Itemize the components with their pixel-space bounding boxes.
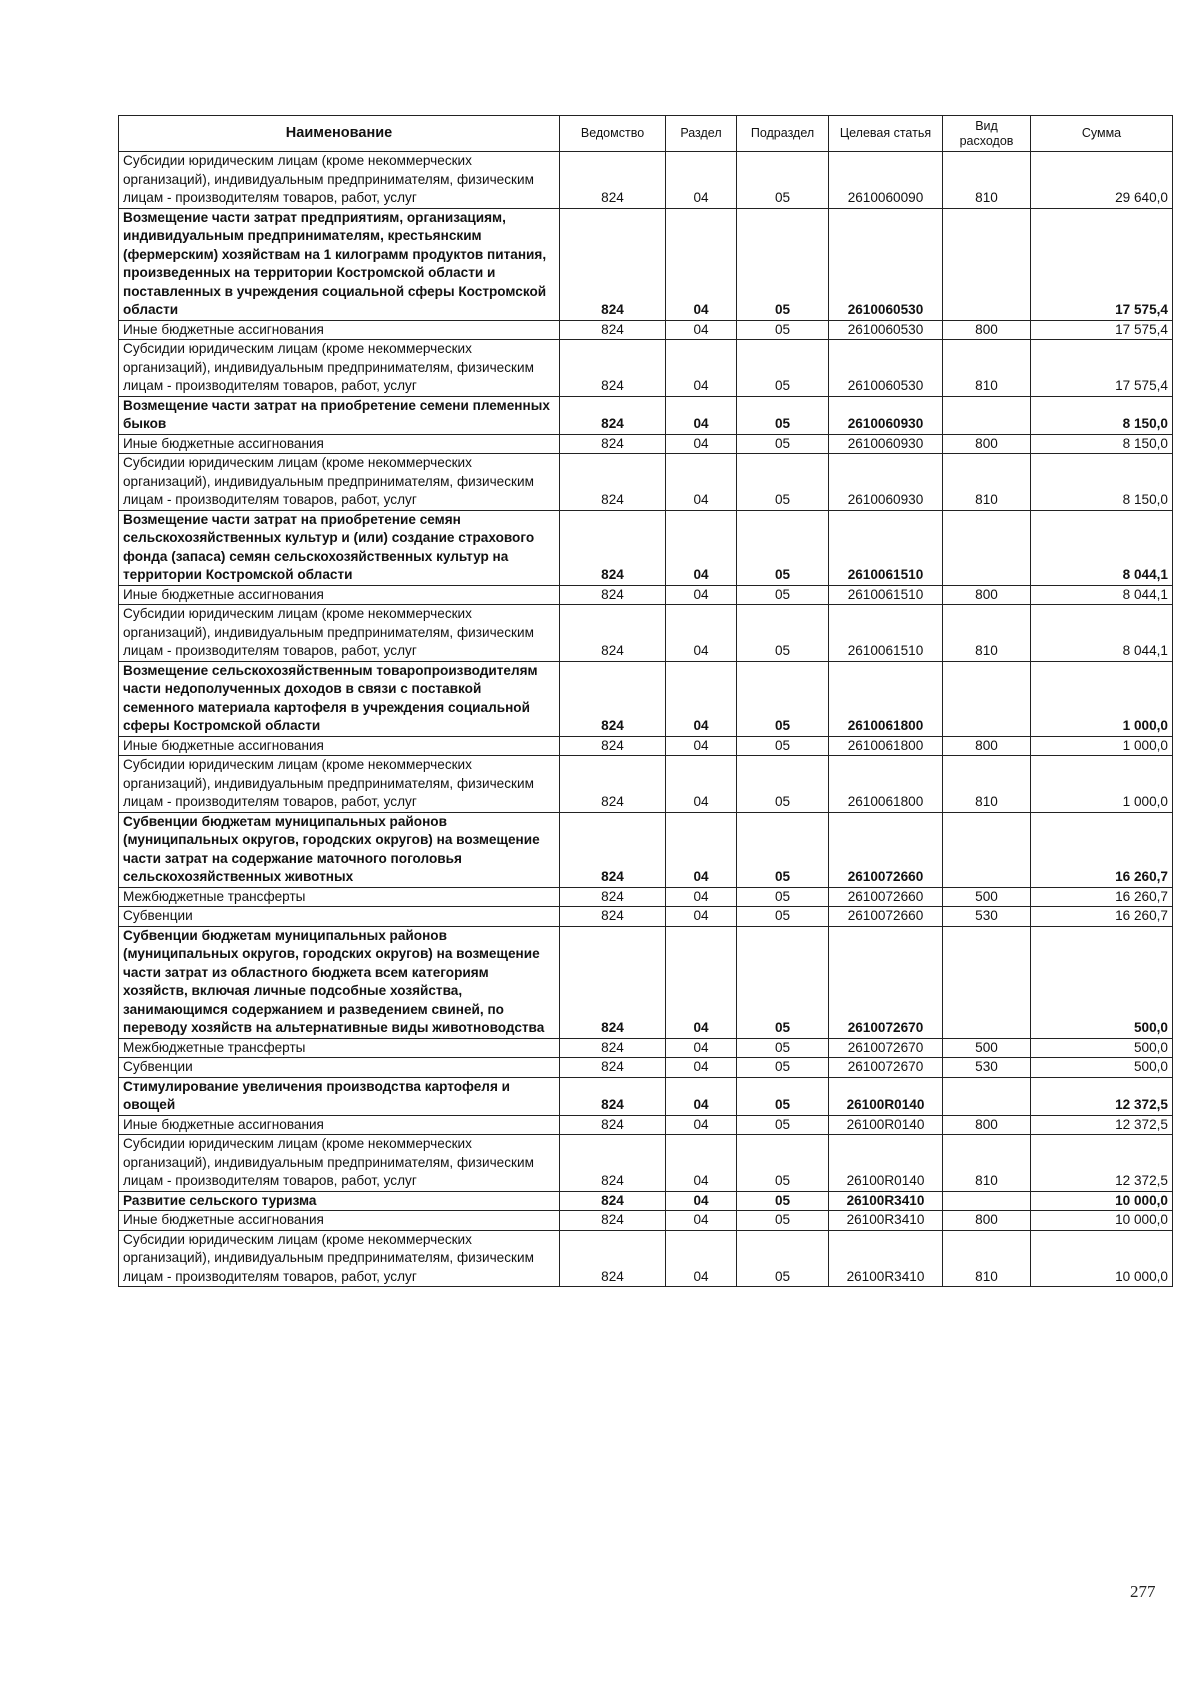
header-razdel: Раздел	[666, 116, 737, 152]
cell-name: Субсидии юридическим лицам (кроме некоммерческих организаций), индивидуальным предпринимателям, физическим лицам - производителям товаров, работ, услуг	[119, 340, 560, 397]
table-row	[119, 605, 1173, 662]
table-row	[119, 396, 1173, 434]
cell-vedomstvo: 824	[560, 756, 666, 813]
cell-name: Субсидии юридическим лицам (кроме некоммерческих организаций), индивидуальным предпринимателям, физическим лицам - производителям товаров, работ, услуг	[119, 1135, 560, 1192]
cell-summa: 12 372,5	[1031, 1077, 1173, 1115]
table-row	[119, 152, 1173, 209]
cell-summa: 500,0	[1031, 926, 1173, 1038]
table-row	[119, 1230, 1173, 1287]
cell-summa: 8 150,0	[1031, 454, 1173, 511]
cell-vid-rashodov	[943, 1077, 1031, 1115]
cell-summa: 16 260,7	[1031, 887, 1173, 907]
cell-vid-rashodov	[943, 510, 1031, 585]
cell-celevaya-statya: 2610061800	[829, 756, 943, 813]
cell-vedomstvo: 824	[560, 208, 666, 320]
cell-summa: 8 044,1	[1031, 585, 1173, 605]
cell-name: Возмещение части затрат на приобретение семян сельскохозяйственных культур и (или) создание страхового фонда (запаса) семян сельскохозяйственных культур на территории Костромской области	[119, 510, 560, 585]
cell-celevaya-statya: 2610061510	[829, 585, 943, 605]
cell-razdel: 04	[666, 208, 737, 320]
table-row	[119, 1191, 1173, 1211]
cell-vid-rashodov	[943, 208, 1031, 320]
table-row	[119, 1115, 1173, 1135]
header-vid-rashodov: Вид расходов	[943, 116, 1031, 152]
table-row	[119, 907, 1173, 927]
cell-name: Возмещение части затрат предприятиям, организациям, индивидуальным предпринимателям, крестьянским (фермерским) хозяйствам на 1 килограмм продуктов питания, произведенных на территории Костромской области и поставленных в учреждения социальной сферы Костромской области	[119, 208, 560, 320]
cell-razdel: 04	[666, 1191, 737, 1211]
cell-podrazdel: 05	[737, 434, 829, 454]
cell-vid-rashodov: 530	[943, 1058, 1031, 1078]
cell-podrazdel: 05	[737, 887, 829, 907]
cell-celevaya-statya: 2610060530	[829, 208, 943, 320]
cell-razdel: 04	[666, 907, 737, 927]
table-row	[119, 736, 1173, 756]
table-row	[119, 320, 1173, 340]
cell-razdel: 04	[666, 887, 737, 907]
cell-razdel: 04	[666, 340, 737, 397]
cell-vid-rashodov: 800	[943, 1211, 1031, 1231]
cell-celevaya-statya: 2610072670	[829, 1058, 943, 1078]
cell-name: Субсидии юридическим лицам (кроме некоммерческих организаций), индивидуальным предпринимателям, физическим лицам - производителям товаров, работ, услуг	[119, 605, 560, 662]
cell-vedomstvo: 824	[560, 396, 666, 434]
cell-summa: 8 150,0	[1031, 434, 1173, 454]
cell-vid-rashodov	[943, 812, 1031, 887]
cell-name: Субсидии юридическим лицам (кроме некоммерческих организаций), индивидуальным предпринимателям, физическим лицам - производителям товаров, работ, услуг	[119, 454, 560, 511]
cell-celevaya-statya: 26100R3410	[829, 1211, 943, 1231]
cell-razdel: 04	[666, 1038, 737, 1058]
cell-name: Субсидии юридическим лицам (кроме некоммерческих организаций), индивидуальным предпринимателям, физическим лицам - производителям товаров, работ, услуг	[119, 152, 560, 209]
cell-vid-rashodov: 530	[943, 907, 1031, 927]
cell-podrazdel: 05	[737, 396, 829, 434]
table-row	[119, 1077, 1173, 1115]
cell-razdel: 04	[666, 1135, 737, 1192]
cell-vid-rashodov: 800	[943, 434, 1031, 454]
cell-podrazdel: 05	[737, 152, 829, 209]
cell-vid-rashodov	[943, 926, 1031, 1038]
cell-podrazdel: 05	[737, 926, 829, 1038]
cell-name: Стимулирование увеличения производства картофеля и овощей	[119, 1077, 560, 1115]
cell-podrazdel: 05	[737, 585, 829, 605]
cell-celevaya-statya: 2610072660	[829, 887, 943, 907]
cell-name: Иные бюджетные ассигнования	[119, 434, 560, 454]
cell-name: Возмещение сельскохозяйственным товаропроизводителям части недополученных доходов в связи с поставкой семенного материала картофеля в учреждения социальной сферы Костромской области	[119, 661, 560, 736]
cell-vedomstvo: 824	[560, 926, 666, 1038]
cell-summa: 1 000,0	[1031, 756, 1173, 813]
cell-vedomstvo: 824	[560, 434, 666, 454]
cell-vedomstvo: 824	[560, 1211, 666, 1231]
cell-vedomstvo: 824	[560, 1135, 666, 1192]
cell-celevaya-statya: 2610072660	[829, 907, 943, 927]
cell-name: Субсидии юридическим лицам (кроме некоммерческих организаций), индивидуальным предпринимателям, физическим лицам - производителям товаров, работ, услуг	[119, 1230, 560, 1287]
cell-podrazdel: 05	[737, 320, 829, 340]
cell-name: Межбюджетные трансферты	[119, 1038, 560, 1058]
cell-vid-rashodov: 800	[943, 1115, 1031, 1135]
cell-celevaya-statya: 2610060930	[829, 396, 943, 434]
cell-summa: 500,0	[1031, 1038, 1173, 1058]
header-celevaya-statya: Целевая статья	[829, 116, 943, 152]
cell-celevaya-statya: 26100R0140	[829, 1135, 943, 1192]
cell-razdel: 04	[666, 736, 737, 756]
table-row	[119, 887, 1173, 907]
cell-vedomstvo: 824	[560, 907, 666, 927]
cell-vid-rashodov: 810	[943, 152, 1031, 209]
cell-vid-rashodov: 810	[943, 1230, 1031, 1287]
cell-podrazdel: 05	[737, 736, 829, 756]
cell-vid-rashodov: 500	[943, 887, 1031, 907]
cell-summa: 12 372,5	[1031, 1115, 1173, 1135]
cell-podrazdel: 05	[737, 1211, 829, 1231]
cell-summa: 8 044,1	[1031, 510, 1173, 585]
table-row	[119, 340, 1173, 397]
cell-vid-rashodov	[943, 661, 1031, 736]
table-row	[119, 1135, 1173, 1192]
cell-summa: 8 044,1	[1031, 605, 1173, 662]
cell-summa: 10 000,0	[1031, 1191, 1173, 1211]
cell-podrazdel: 05	[737, 510, 829, 585]
cell-vedomstvo: 824	[560, 736, 666, 756]
cell-vedomstvo: 824	[560, 1115, 666, 1135]
cell-celevaya-statya: 2610061800	[829, 736, 943, 756]
cell-razdel: 04	[666, 926, 737, 1038]
cell-razdel: 04	[666, 1230, 737, 1287]
cell-summa: 10 000,0	[1031, 1230, 1173, 1287]
table-row	[119, 1211, 1173, 1231]
cell-name: Иные бюджетные ассигнования	[119, 320, 560, 340]
cell-celevaya-statya: 2610060530	[829, 340, 943, 397]
cell-vid-rashodov: 810	[943, 340, 1031, 397]
cell-vedomstvo: 824	[560, 1077, 666, 1115]
cell-name: Иные бюджетные ассигнования	[119, 1211, 560, 1231]
cell-vedomstvo: 824	[560, 1058, 666, 1078]
table-row	[119, 812, 1173, 887]
header-name: Наименование	[119, 116, 560, 152]
cell-celevaya-statya: 26100R0140	[829, 1115, 943, 1135]
cell-summa: 17 575,4	[1031, 320, 1173, 340]
cell-vid-rashodov: 800	[943, 585, 1031, 605]
cell-razdel: 04	[666, 756, 737, 813]
cell-vedomstvo: 824	[560, 812, 666, 887]
cell-podrazdel: 05	[737, 661, 829, 736]
cell-razdel: 04	[666, 585, 737, 605]
table-row	[119, 1058, 1173, 1078]
cell-razdel: 04	[666, 320, 737, 340]
cell-razdel: 04	[666, 1058, 737, 1078]
cell-razdel: 04	[666, 1077, 737, 1115]
cell-summa: 1 000,0	[1031, 736, 1173, 756]
cell-podrazdel: 05	[737, 208, 829, 320]
cell-name: Иные бюджетные ассигнования	[119, 736, 560, 756]
cell-vid-rashodov: 810	[943, 756, 1031, 813]
cell-razdel: 04	[666, 1115, 737, 1135]
cell-vedomstvo: 824	[560, 605, 666, 662]
cell-razdel: 04	[666, 454, 737, 511]
cell-name: Субвенции	[119, 907, 560, 927]
cell-vedomstvo: 824	[560, 887, 666, 907]
cell-summa: 500,0	[1031, 1058, 1173, 1078]
cell-vedomstvo: 824	[560, 1230, 666, 1287]
cell-vid-rashodov: 800	[943, 736, 1031, 756]
cell-name: Иные бюджетные ассигнования	[119, 585, 560, 605]
cell-podrazdel: 05	[737, 1135, 829, 1192]
cell-vid-rashodov: 810	[943, 454, 1031, 511]
cell-summa: 17 575,4	[1031, 340, 1173, 397]
cell-podrazdel: 05	[737, 1115, 829, 1135]
cell-podrazdel: 05	[737, 1191, 829, 1211]
cell-vedomstvo: 824	[560, 340, 666, 397]
table-row	[119, 926, 1173, 1038]
cell-podrazdel: 05	[737, 812, 829, 887]
cell-vid-rashodov: 810	[943, 605, 1031, 662]
cell-name: Межбюджетные трансферты	[119, 887, 560, 907]
cell-summa: 29 640,0	[1031, 152, 1173, 209]
cell-razdel: 04	[666, 605, 737, 662]
cell-vid-rashodov	[943, 1191, 1031, 1211]
table-body	[119, 152, 1173, 1287]
cell-razdel: 04	[666, 812, 737, 887]
cell-celevaya-statya: 2610072660	[829, 812, 943, 887]
cell-vedomstvo: 824	[560, 1191, 666, 1211]
cell-vedomstvo: 824	[560, 585, 666, 605]
table-row	[119, 454, 1173, 511]
cell-vid-rashodov: 810	[943, 1135, 1031, 1192]
cell-name: Субвенции бюджетам муниципальных районов (муниципальных округов, городских округов) на возмещение части затрат на содержание маточного поголовья сельскохозяйственных животных	[119, 812, 560, 887]
cell-summa: 10 000,0	[1031, 1211, 1173, 1231]
cell-razdel: 04	[666, 510, 737, 585]
cell-summa: 1 000,0	[1031, 661, 1173, 736]
cell-celevaya-statya: 26100R0140	[829, 1077, 943, 1115]
cell-vedomstvo: 824	[560, 1038, 666, 1058]
cell-razdel: 04	[666, 661, 737, 736]
cell-celevaya-statya: 26100R3410	[829, 1230, 943, 1287]
table-row	[119, 434, 1173, 454]
cell-summa: 17 575,4	[1031, 208, 1173, 320]
table-row	[119, 510, 1173, 585]
table-row	[119, 1038, 1173, 1058]
cell-summa: 16 260,7	[1031, 812, 1173, 887]
cell-celevaya-statya: 2610061510	[829, 510, 943, 585]
cell-vedomstvo: 824	[560, 152, 666, 209]
cell-celevaya-statya: 2610060530	[829, 320, 943, 340]
cell-celevaya-statya: 2610061510	[829, 605, 943, 662]
cell-razdel: 04	[666, 434, 737, 454]
cell-name: Развитие сельского туризма	[119, 1191, 560, 1211]
cell-podrazdel: 05	[737, 1058, 829, 1078]
cell-celevaya-statya: 2610060090	[829, 152, 943, 209]
cell-vedomstvo: 824	[560, 661, 666, 736]
cell-name: Возмещение части затрат на приобретение семени племенных быков	[119, 396, 560, 434]
cell-podrazdel: 05	[737, 1077, 829, 1115]
cell-summa: 16 260,7	[1031, 907, 1173, 927]
cell-podrazdel: 05	[737, 756, 829, 813]
header-summa: Сумма	[1031, 116, 1173, 152]
cell-razdel: 04	[666, 1211, 737, 1231]
cell-podrazdel: 05	[737, 454, 829, 511]
cell-podrazdel: 05	[737, 605, 829, 662]
cell-name: Субвенции	[119, 1058, 560, 1078]
cell-celevaya-statya: 2610061800	[829, 661, 943, 736]
table-row	[119, 208, 1173, 320]
cell-vedomstvo: 824	[560, 320, 666, 340]
table-row	[119, 661, 1173, 736]
header-podrazdel: Подраздел	[737, 116, 829, 152]
cell-summa: 8 150,0	[1031, 396, 1173, 434]
budget-table	[118, 115, 1173, 1287]
cell-celevaya-statya: 2610060930	[829, 434, 943, 454]
cell-name: Иные бюджетные ассигнования	[119, 1115, 560, 1135]
table-row	[119, 585, 1173, 605]
cell-celevaya-statya: 2610072670	[829, 1038, 943, 1058]
table-header-row	[119, 116, 1173, 152]
cell-podrazdel: 05	[737, 1230, 829, 1287]
page-number: 277	[1130, 1582, 1156, 1601]
cell-podrazdel: 05	[737, 340, 829, 397]
cell-podrazdel: 05	[737, 907, 829, 927]
cell-summa: 12 372,5	[1031, 1135, 1173, 1192]
cell-name: Субвенции бюджетам муниципальных районов (муниципальных округов, городских округов) на возмещение части затрат из областного бюджета всем категориям хозяйств, включая личные подсобные хозяйства, занимающимся содержанием и разведением свиней, по переводу хозяйств на альтернативные виды животноводства	[119, 926, 560, 1038]
cell-vid-rashodov	[943, 396, 1031, 434]
cell-celevaya-statya: 26100R3410	[829, 1191, 943, 1211]
cell-vedomstvo: 824	[560, 454, 666, 511]
cell-celevaya-statya: 2610060930	[829, 454, 943, 511]
cell-razdel: 04	[666, 152, 737, 209]
cell-vid-rashodov: 500	[943, 1038, 1031, 1058]
cell-vedomstvo: 824	[560, 510, 666, 585]
cell-celevaya-statya: 2610072670	[829, 926, 943, 1038]
table-row	[119, 756, 1173, 813]
cell-podrazdel: 05	[737, 1038, 829, 1058]
cell-name: Субсидии юридическим лицам (кроме некоммерческих организаций), индивидуальным предпринимателям, физическим лицам - производителям товаров, работ, услуг	[119, 756, 560, 813]
cell-vid-rashodov: 800	[943, 320, 1031, 340]
cell-razdel: 04	[666, 396, 737, 434]
header-vedomstvo: Ведомство	[560, 116, 666, 152]
